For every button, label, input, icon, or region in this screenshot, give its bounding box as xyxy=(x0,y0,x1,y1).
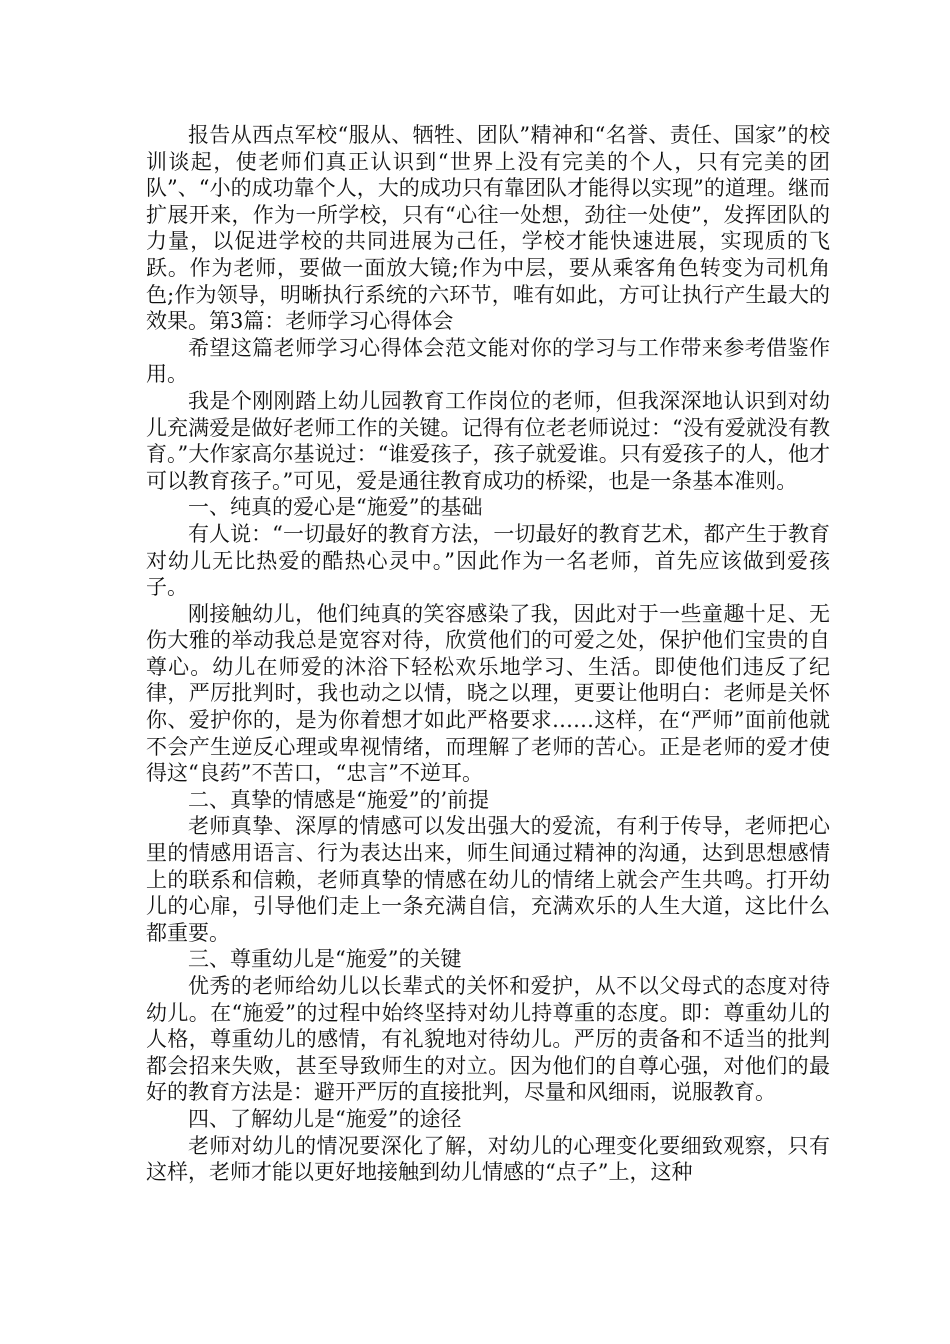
paragraph-4: 有人说：“一切最好的教育方法，一切最好的教育艺术，都产生于教育对幼儿无比热爱的酷热心灵中。”因此作为一名老师，首先应该做到爱孩子。 xyxy=(146,521,830,600)
paragraph-6: 老师真挚、深厚的情感可以发出强大的爱流，有利于传导，老师把心里的情感用语言、行为表达出来，师生间通过精神的沟通，达到思想感情上的联系和信赖，老师真挚的情感在幼儿的情绪上就会产生共鸣。打开幼儿的心扉，引导他们走上一条充满自信，充满欢乐的人生大道，这比什么都重要。 xyxy=(146,814,830,945)
paragraph-5: 刚接触幼儿，他们纯真的笑容感染了我，因此对于一些童趣十足、无伤大雅的举动我总是宽容对待，欣赏他们的可爱之处，保护他们宝贵的自尊心。幼儿在师爱的沐浴下轻松欢乐地学习、生活。即使他们违反了纪律，严厉批判时，我也动之以情，晓之以理，更要让他明白：老师是关怀你、爱护你的，是为你着想才如此严格要求……这样，在“严师”面前他就不会产生逆反心理或卑视情绪，而理解了老师的苦心。正是老师的爱才使得这“良药”不苦口，“忠言”不逆耳。 xyxy=(146,601,830,786)
paragraph-7: 优秀的老师给幼儿以长辈式的关怀和爱护，从不以父母式的态度对待幼儿。在“施爱”的过程中始终坚持对幼儿持尊重的态度。即：尊重幼儿的人格，尊重幼儿的感情，有礼貌地对待幼儿。严厉的责备和不适当的批判都会招来失败，甚至导致师生的对立。因为他们的自尊心强，对他们的最好的教育方法是：避开严厉的直接批判，尽量和风细雨，说服教育。 xyxy=(146,974,830,1105)
paragraph-8: 老师对幼儿的情况要深化了解，对幼儿的心理变化要细致观察，只有这样，老师才能以更好地接触到幼儿情感的“点子”上，这种 xyxy=(146,1133,830,1185)
paragraph-2: 希望这篇老师学习心得体会范文能对你的学习与工作带来参考借鉴作用。 xyxy=(146,335,830,387)
section-heading-3: 三、尊重幼儿是“施爱”的关键 xyxy=(188,947,462,972)
document-page xyxy=(146,122,830,1186)
section-heading-4: 四、了解幼儿是“施爱”的途径 xyxy=(188,1106,462,1131)
paragraph-1: 报告从西点军校“服从、牺牲、团队”精神和“名誉、责任、国家”的校训谈起，使老师们真正认识到“世界上没有完美的个人，只有完美的团队”、“小的成功靠个人，大的成功只有靠团队才能得以实现”的道理。继而扩展开来，作为一所学校，只有“心往一处想，劲往一处使”，发挥团队的力量，以促进学校的共同进展为己任，学校才能快速进展，实现质的飞跃。作为老师，要做一面放大镜;作为中层，要从乘客角色转变为司机角色;作为领导，明晰执行系统的六环节，唯有如此，方可让执行产生最大的效果。第3篇：老师学习心得体会 xyxy=(146,123,830,334)
paragraph-3: 我是个刚刚踏上幼儿园教育工作岗位的老师，但我深深地认识到对幼儿充满爱是做好老师工作的关键。记得有位老老师说过：“没有爱就没有教育。”大作家高尔基说过：“谁爱孩子，孩子就爱谁。只有爱孩子的人，他才可以教育孩子。”可见，爱是通往教育成功的桥梁，也是一条基本准则。 xyxy=(146,388,830,493)
section-heading-1: 一、纯真的爱心是“施爱”的基础 xyxy=(188,495,483,520)
section-heading-2: 二、真挚的情感是“施爱”的’前提 xyxy=(188,787,490,812)
